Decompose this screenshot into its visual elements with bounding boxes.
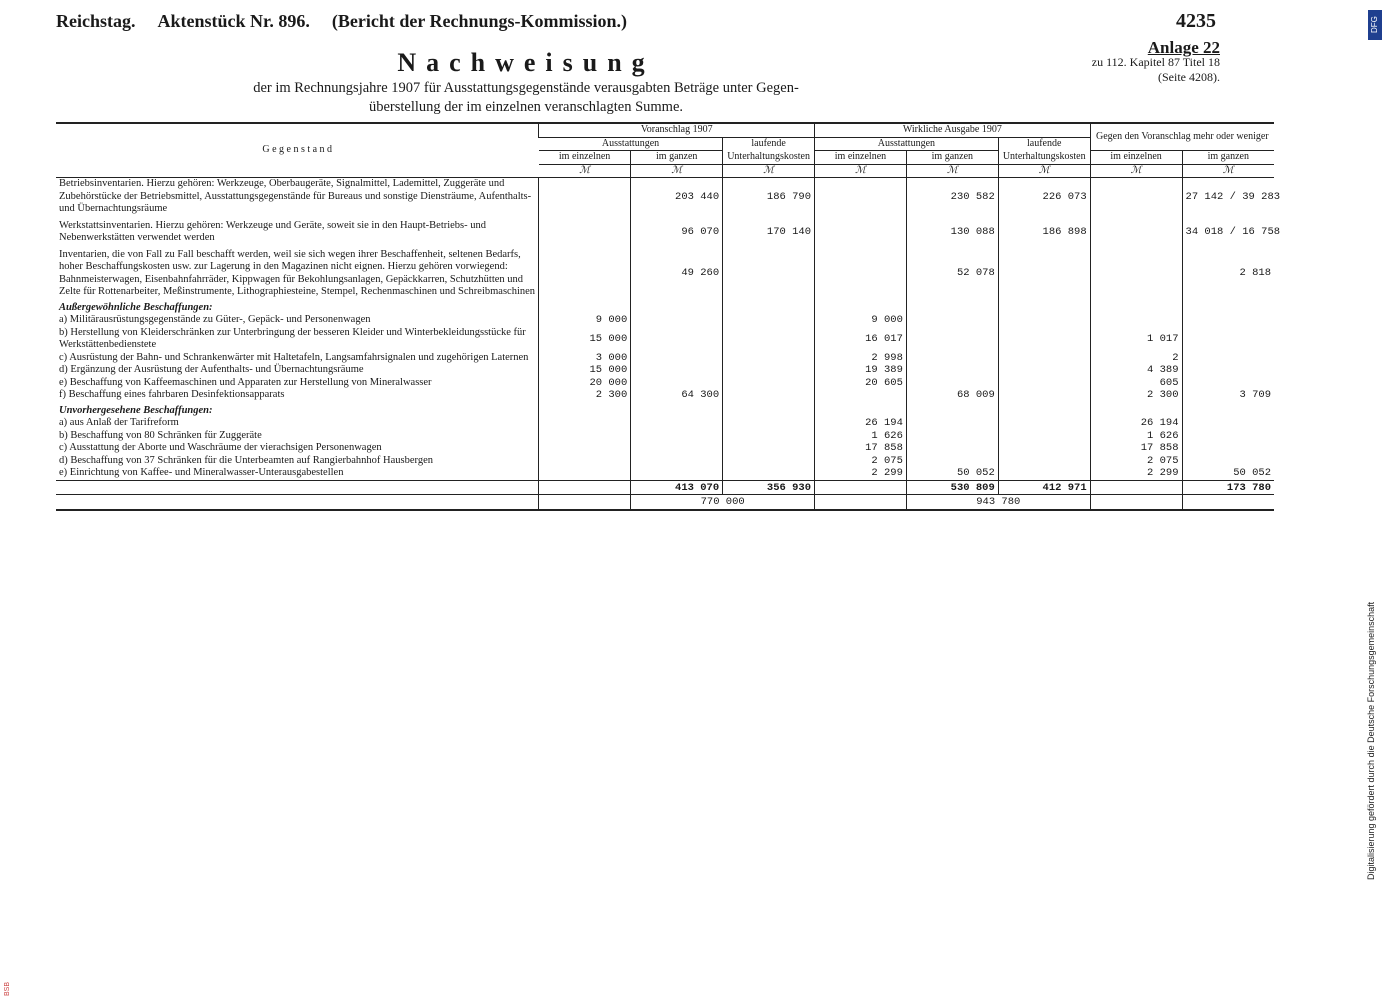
cell-w-einzelnen: 17 858 <box>815 442 907 455</box>
unit-mark: ℳ <box>723 164 815 178</box>
row-desc: d) Ergänzung der Ausrüstung der Aufenthalts- und Übernachtungsräume <box>59 364 364 375</box>
cell-g-einzelnen <box>1090 249 1182 299</box>
unit-mark: ℳ <box>1182 164 1274 178</box>
cell-v-einzelnen <box>539 442 631 455</box>
cell-w-ganzen: 50 052 <box>906 467 998 480</box>
cell-g-ganzen <box>1182 417 1274 430</box>
col-w-ganzen: im ganzen <box>906 151 998 165</box>
cell-g-ganzen <box>1182 314 1274 327</box>
cell-v-laufende <box>723 417 815 430</box>
cell-w-einzelnen: 2 075 <box>815 455 907 468</box>
col-v-ausstattungen: Ausstattungen <box>539 137 723 151</box>
table-row <box>56 178 1274 216</box>
cell-g-einzelnen: 2 075 <box>1090 455 1182 468</box>
table-body <box>56 178 1281 510</box>
cell-v-laufende <box>723 430 815 443</box>
cell-g-ganzen <box>1182 442 1274 455</box>
row-desc: Betriebsinventarien. Hierzu gehören: Werkzeuge, Oberbaugeräte, Signalmittel, Lademittel, Zuggeräte und Zubehörstücke der Betriebsmittel, Ausstattungsgegenstände für Bureaus und sonstige Diensträume, Aufenthalts- und Übernachtungsräume <box>59 178 532 214</box>
col-v-einzelnen: im einzelnen <box>539 151 631 165</box>
cell-w-laufende <box>998 377 1090 390</box>
table-row <box>56 220 1274 245</box>
cell-w-ganzen: 130 088 <box>906 220 998 245</box>
cell-w-ganzen <box>906 442 998 455</box>
cell-w-ganzen <box>906 377 998 390</box>
page-number: 4235 <box>1176 10 1216 32</box>
cell-g-einzelnen: 605 <box>1090 377 1182 390</box>
cell-v-einzelnen: 3 000 <box>539 352 631 365</box>
title-block <box>56 48 996 116</box>
cell-v-laufende <box>723 352 815 365</box>
table-row <box>56 364 1274 377</box>
cell-w-ganzen <box>906 455 998 468</box>
cell-v-einzelnen: 15 000 <box>539 364 631 377</box>
col-gegen: Gegen den Voranschlag mehr oder weniger <box>1090 123 1274 151</box>
table-row <box>56 377 1274 390</box>
section-row <box>56 299 1274 315</box>
row-desc: c) Ausstattung der Aborte und Waschräume der vierachsigen Personenwagen <box>59 442 382 453</box>
col-v-ganzen: im ganzen <box>631 151 723 165</box>
cell-w-ganzen <box>906 327 998 352</box>
cell-v-ganzen <box>631 377 723 390</box>
unit-mark: ℳ <box>1090 164 1182 178</box>
table-row <box>56 249 1274 299</box>
cell-w-einzelnen: 26 194 <box>815 417 907 430</box>
cell-v-laufende <box>723 314 815 327</box>
cell-w-ganzen <box>906 352 998 365</box>
cell-v-einzelnen: 20 000 <box>539 377 631 390</box>
header-reichstag: Reichstag. <box>56 11 136 31</box>
cell-v-ganzen: 203 440 <box>631 178 723 216</box>
col-voranschlag: Voranschlag 1907 <box>539 123 815 137</box>
cell-w-ganzen: 52 078 <box>906 249 998 299</box>
row-desc: b) Beschaffung von 80 Schränken für Zuggeräte <box>59 429 262 441</box>
cell-g-einzelnen <box>1090 220 1182 245</box>
total-wirkliche: 943 780 <box>906 495 1090 510</box>
table-row <box>56 467 1274 480</box>
unit-mark: ℳ <box>539 164 631 178</box>
col-wirkliche: Wirkliche Ausgabe 1907 <box>815 123 1091 137</box>
cell-w-ganzen <box>906 364 998 377</box>
row-desc: f) Beschaffung eines fahrbaren Desinfektionsapparats <box>59 389 285 400</box>
cell-v-einzelnen <box>539 417 631 430</box>
cell-g-ganzen <box>1182 364 1274 377</box>
header-doc-number: Aktenstück Nr. 896. <box>157 11 310 31</box>
table-row <box>56 430 1274 443</box>
col-gegenstand: G e g e n s t a n d <box>56 123 539 178</box>
cell-v-einzelnen <box>539 249 631 299</box>
table-row <box>56 417 1274 430</box>
cell-v-laufende: 186 790 <box>723 178 815 216</box>
cell-g-einzelnen <box>1090 314 1182 327</box>
cell-g-ganzen: 2 818 <box>1182 249 1274 299</box>
cell-v-ganzen: 64 300 <box>631 389 723 402</box>
cell-w-laufende <box>998 455 1090 468</box>
total-row <box>56 495 1274 510</box>
cell-w-ganzen <box>906 314 998 327</box>
header-commission: (Bericht der Rechnungs-Kommission.) <box>331 11 628 31</box>
cell-v-ganzen <box>631 327 723 352</box>
col-w-einzelnen: im einzelnen <box>815 151 907 165</box>
bsb-mark: BSB <box>4 981 11 996</box>
cell-v-laufende <box>723 327 815 352</box>
title-subtitle-1: der im Rechnungsjahre 1907 für Ausstattungsgegenstände verausgabten Beträge unter Gegen- <box>253 80 799 96</box>
cell-g-einzelnen: 17 858 <box>1090 442 1182 455</box>
cell-g-ganzen <box>1182 430 1274 443</box>
cell-g-ganzen <box>1182 455 1274 468</box>
cell-g-ganzen: 34 018 / 16 758 <box>1182 220 1274 245</box>
cell-v-laufende <box>723 467 815 480</box>
cell-w-ganzen: 230 582 <box>906 178 998 216</box>
cell-w-einzelnen <box>815 178 907 216</box>
cell-v-laufende <box>723 455 815 468</box>
cell-w-laufende <box>998 327 1090 352</box>
row-desc: a) aus Anlaß der Tarifreform <box>59 417 179 428</box>
row-desc: c) Ausrüstung der Bahn- und Schrankenwärter mit Haltetafeln, Langsamfahrsignalen und zugehörigen Laternen <box>59 351 529 363</box>
cell-w-laufende <box>998 352 1090 365</box>
cell-g-ganzen <box>1182 377 1274 390</box>
annex-block <box>1000 40 1220 85</box>
section-heading: Außergewöhnliche Beschaffungen: <box>59 301 213 313</box>
total-voranschlag: 770 000 <box>631 495 815 510</box>
cell-v-einzelnen <box>539 455 631 468</box>
cell-w-einzelnen: 20 605 <box>815 377 907 390</box>
annex-chapter: zu 112. Kapitel 87 Titel 18 <box>1091 55 1220 69</box>
cell-v-ganzen <box>631 364 723 377</box>
cell-w-einzelnen: 19 389 <box>815 364 907 377</box>
running-header <box>56 10 1216 36</box>
cell-v-einzelnen: 9 000 <box>539 314 631 327</box>
cell-w-laufende <box>998 364 1090 377</box>
table-row <box>56 389 1274 402</box>
cell-v-ganzen: 49 260 <box>631 249 723 299</box>
cell-g-einzelnen <box>1090 178 1182 216</box>
cell-v-laufende <box>723 377 815 390</box>
unit-mark: ℳ <box>906 164 998 178</box>
cell-v-einzelnen <box>539 430 631 443</box>
cell-w-laufende <box>998 249 1090 299</box>
section-heading: Unvorhergesehene Beschaffungen: <box>59 404 213 416</box>
row-desc: b) Herstellung von Kleiderschränken zur Unterbringung der besseren Kleider und Winterbekleidungsstücke für Werkstättenbedienstete <box>59 326 526 350</box>
cell-g-ganzen: 27 142 / 39 283 <box>1182 178 1274 216</box>
cell-v-ganzen: 96 070 <box>631 220 723 245</box>
row-desc: Inventarien, die von Fall zu Fall beschafft werden, weil sie sich wegen ihrer Beschaffenheit, seltenen Bedarfs, hoher Beschaffungskosten usw. zur Lagerung in den Magazinen nicht eignen. Hierzu gehören vorwiegend: Bahnmeisterwagen, Eisenbahnfahrräder, Kippwagen für Bekohlungsanlagen, Gepäckkarren, Schutzhütten und Zelte für Rottenarbeiter, Meßinstrumente, Lithographiesteine, Stempel, Rechenmaschinen und Schreibmaschinen <box>59 248 536 297</box>
table-row <box>56 314 1274 327</box>
col-v-laufende: laufende Unterhaltungskosten <box>723 137 815 164</box>
digitization-note: Digitalisierung gefördert durch die Deutsche Forschungsgemeinschaft <box>1366 601 1376 880</box>
annex-title: Anlage 22 <box>1147 38 1220 57</box>
cell-g-einzelnen: 2 <box>1090 352 1182 365</box>
cell-v-ganzen <box>631 467 723 480</box>
cell-v-ganzen <box>631 352 723 365</box>
cell-w-einzelnen <box>815 389 907 402</box>
cell-w-einzelnen: 9 000 <box>815 314 907 327</box>
row-desc: e) Beschaffung von Kaffeemaschinen und Apparaten zur Herstellung von Mineralwasser <box>59 376 432 388</box>
unit-mark: ℳ <box>631 164 723 178</box>
cell-g-einzelnen: 1 626 <box>1090 430 1182 443</box>
cell-w-einzelnen: 2 998 <box>815 352 907 365</box>
cell-v-ganzen <box>631 430 723 443</box>
cell-v-ganzen <box>631 442 723 455</box>
cell-v-einzelnen <box>539 178 631 216</box>
cell-v-ganzen <box>631 314 723 327</box>
cell-g-einzelnen: 2 300 <box>1090 389 1182 402</box>
cell-w-laufende <box>998 314 1090 327</box>
title-subtitle-2: überstellung der im einzelnen veranschlagten Summe. <box>368 99 684 115</box>
cell-v-einzelnen: 2 300 <box>539 389 631 402</box>
cell-w-einzelnen: 1 626 <box>815 430 907 443</box>
cell-w-ganzen: 68 009 <box>906 389 998 402</box>
cell-v-laufende <box>723 249 815 299</box>
cell-v-einzelnen <box>539 467 631 480</box>
col-g-ganzen: im ganzen <box>1182 151 1274 165</box>
cell-v-ganzen <box>631 417 723 430</box>
cell-w-einzelnen <box>815 220 907 245</box>
table-row <box>56 455 1274 468</box>
cell-g-einzelnen: 2 299 <box>1090 467 1182 480</box>
cell-g-ganzen: 50 052 <box>1182 467 1274 480</box>
cell-v-einzelnen <box>539 220 631 245</box>
sum-row <box>56 480 1274 495</box>
row-desc: e) Einrichtung von Kaffee- und Mineralwasser-Unterausgabestellen <box>59 467 344 478</box>
cell-w-laufende <box>998 389 1090 402</box>
annex-page-ref: (Seite 4208). <box>1158 70 1220 84</box>
nachweisung-table <box>56 122 1281 511</box>
cell-v-ganzen <box>631 455 723 468</box>
dfg-logo: DFG <box>1368 10 1382 40</box>
cell-w-laufende <box>998 442 1090 455</box>
cell-w-laufende <box>998 417 1090 430</box>
table-row <box>56 442 1274 455</box>
cell-w-ganzen <box>906 430 998 443</box>
unit-mark: ℳ <box>998 164 1090 178</box>
cell-w-laufende: 186 898 <box>998 220 1090 245</box>
cell-v-laufende <box>723 442 815 455</box>
cell-v-laufende: 170 140 <box>723 220 815 245</box>
cell-w-laufende <box>998 430 1090 443</box>
cell-v-laufende <box>723 364 815 377</box>
row-desc: d) Beschaffung von 37 Schränken für die Unterbeamten auf Rangierbahnhof Hausbergen <box>59 454 433 466</box>
page-title: Nachweisung <box>397 48 655 77</box>
table-row <box>56 327 1274 352</box>
section-row <box>56 402 1274 418</box>
cell-w-ganzen <box>906 417 998 430</box>
unit-mark: ℳ <box>815 164 907 178</box>
table-row <box>56 352 1274 365</box>
cell-w-einzelnen: 16 017 <box>815 327 907 352</box>
cell-g-einzelnen: 4 389 <box>1090 364 1182 377</box>
cell-g-einzelnen: 26 194 <box>1090 417 1182 430</box>
col-w-laufende: laufende Unterhaltungskosten <box>998 137 1090 164</box>
cell-g-ganzen <box>1182 352 1274 365</box>
cell-w-einzelnen: 2 299 <box>815 467 907 480</box>
cell-g-ganzen <box>1182 327 1274 352</box>
row-desc: a) Militärausrüstungsgegenstände zu Güter-, Gepäck- und Personenwagen <box>59 314 371 325</box>
cell-g-ganzen: 3 709 <box>1182 389 1274 402</box>
col-g-einzelnen: im einzelnen <box>1090 151 1182 165</box>
col-w-ausstattungen: Ausstattungen <box>815 137 999 151</box>
cell-w-einzelnen <box>815 249 907 299</box>
cell-w-laufende: 226 073 <box>998 178 1090 216</box>
cell-w-laufende <box>998 467 1090 480</box>
sum-w-ganzen: 530 809 <box>906 480 998 495</box>
sum-v-laufende: 356 930 <box>723 480 815 495</box>
cell-v-laufende <box>723 389 815 402</box>
sum-g-ganzen: 173 780 <box>1182 480 1274 495</box>
sum-v-ganzen: 413 070 <box>631 480 723 495</box>
sum-w-laufende: 412 971 <box>998 480 1090 495</box>
row-desc: Werkstattsinventarien. Hierzu gehören: Werkzeuge und Geräte, soweit sie in den Haupt-Betriebs- und Nebenwerkstätten verwendet werden <box>59 219 487 243</box>
cell-v-einzelnen: 15 000 <box>539 327 631 352</box>
cell-g-einzelnen: 1 017 <box>1090 327 1182 352</box>
